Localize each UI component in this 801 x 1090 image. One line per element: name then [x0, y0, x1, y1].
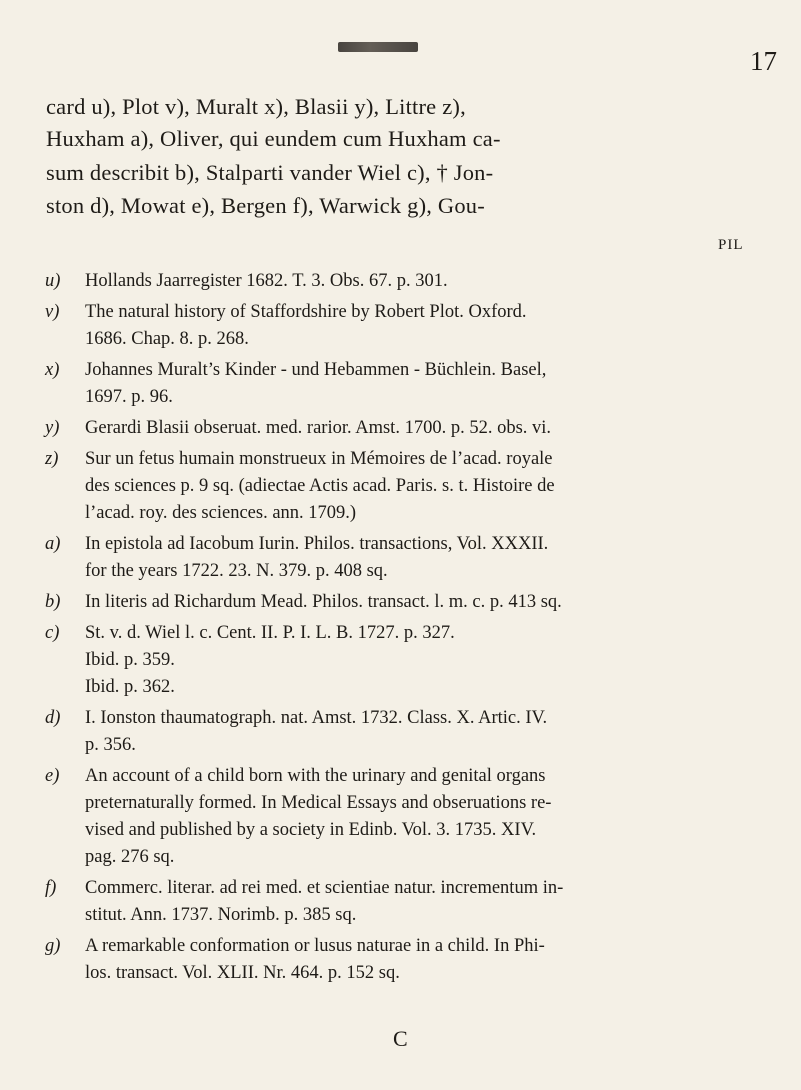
footnote-mark: x) [45, 360, 60, 380]
footnote-line: Gerardi Blasii obseruat. med. rarior. Amst. 1700. p. 52. obs. vi. [85, 418, 552, 438]
body-line-2: Huxham a), Oliver, qui eundem cum Huxham ca- [46, 126, 501, 151]
footnote [45, 620, 780, 701]
footnote [45, 875, 780, 929]
footnote-mark: d) [45, 708, 61, 728]
footnote [45, 589, 780, 616]
footnote-mark: v) [45, 302, 60, 322]
footnote-line: des sciences p. 9 sq. (adiectae Actis acad. Paris. s. t. Histoire de [85, 476, 555, 496]
page-number: 17 [750, 46, 777, 76]
footnotes [45, 268, 780, 991]
footnote [45, 933, 780, 987]
footnote-line: stitut. Ann. 1737. Norimb. p. 385 sq. [85, 905, 357, 925]
catchword: pil [718, 230, 744, 254]
body-line-1: card u), Plot v), Muralt x), Blasii y), Littre z), [46, 94, 466, 119]
footnote [45, 268, 780, 295]
footnote [45, 446, 780, 527]
footnote-line: vised and published by a society in Edinb. Vol. 3. 1735. XIV. [85, 820, 537, 840]
footnote-line: 1697. p. 96. [85, 387, 173, 407]
footnote-line: l’acad. roy. des sciences. ann. 1709.) [85, 503, 357, 523]
footnote-line: Johannes Muralt’s Kinder - und Hebammen - Büchlein. Basel, [85, 360, 547, 380]
footnote-line: preternaturally formed. In Medical Essays and obseruations re- [85, 793, 552, 813]
footnote-line: The natural history of Staffordshire by Robert Plot. Oxford. [85, 302, 527, 322]
footnote-mark: f) [45, 878, 57, 898]
footnote-line: los. transact. Vol. XLII. Nr. 464. p. 152 sq. [85, 963, 400, 983]
footnote-mark: z) [45, 449, 59, 469]
footnote [45, 415, 780, 442]
footnote-mark: e) [45, 766, 60, 786]
body-line-3: sum describit b), Stalparti vander Wiel c), † Jon- [46, 160, 494, 185]
footnote [45, 763, 780, 871]
footnote-line: Ibid. p. 362. [85, 677, 175, 697]
footnote-line: for the years 1722. 23. N. 379. p. 408 sq. [85, 561, 388, 581]
footnote [45, 357, 780, 411]
footnote-line: Commerc. literar. ad rei med. et scientiae natur. incrementum in- [85, 878, 564, 898]
footnote-mark: u) [45, 271, 61, 291]
footnote [45, 299, 780, 353]
header-ornament [338, 42, 418, 52]
footnote-line: 1686. Chap. 8. p. 268. [85, 329, 249, 349]
footnote-line: pag. 276 sq. [85, 847, 175, 867]
footnote-line: p. 356. [85, 735, 136, 755]
footnote-line: I. Ionston thaumatograph. nat. Amst. 1732. Class. X. Artic. IV. [85, 708, 548, 728]
footnote-mark: c) [45, 623, 60, 643]
footnote-line: Ibid. p. 359. [85, 650, 175, 670]
footnote-mark: a) [45, 534, 61, 554]
body-line-4: ston d), Mowat e), Bergen f), Warwick g), Gou- [46, 193, 485, 218]
footnote-mark: b) [45, 592, 61, 612]
footnote-line: In literis ad Richardum Mead. Philos. transact. l. m. c. p. 413 sq. [85, 592, 562, 612]
footnote-line: A remarkable conformation or lusus naturae in a child. In Phi- [85, 936, 545, 956]
footnote-line: St. v. d. Wiel l. c. Cent. II. P. I. L. B. 1727. p. 327. [85, 623, 455, 643]
footnote-line: An account of a child born with the urinary and genital organs [85, 766, 546, 786]
footnote-line: Sur un fetus humain monstrueux in Mémoires de l’acad. royale [85, 449, 553, 469]
footnote-line: In epistola ad Iacobum Iurin. Philos. transactions, Vol. XXXII. [85, 534, 549, 554]
signature-mark: C [393, 1026, 408, 1051]
footnote [45, 531, 780, 585]
footnote-mark: g) [45, 936, 61, 956]
footnote-mark: y) [45, 418, 60, 438]
footnote-line: Hollands Jaarregister 1682. T. 3. Obs. 67. p. 301. [85, 271, 448, 291]
footnote [45, 705, 780, 759]
